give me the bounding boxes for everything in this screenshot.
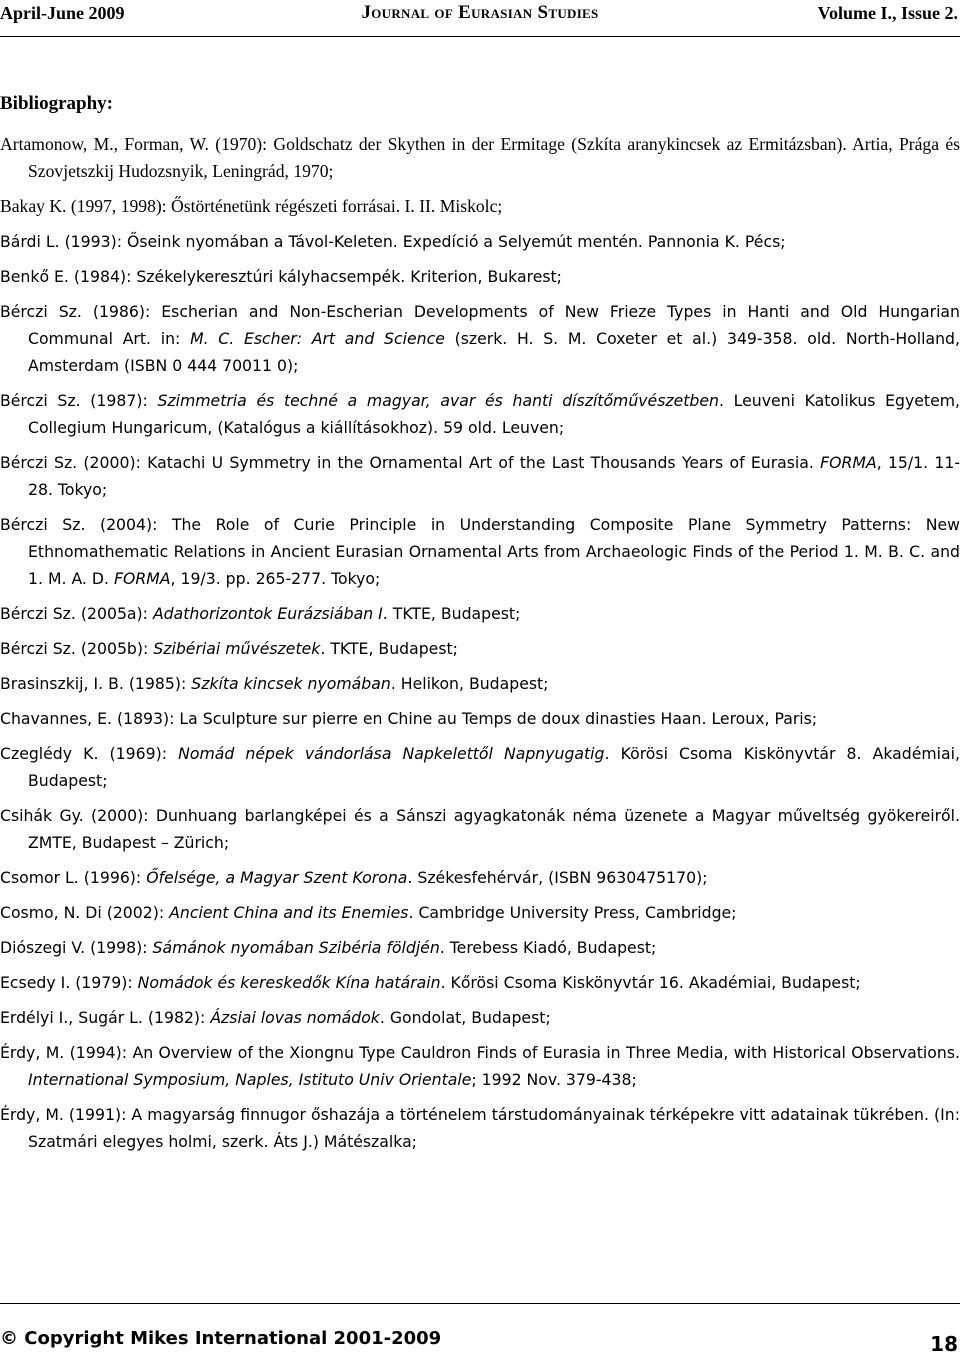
entry-text: Benkő E. (1984): Székelykeresztúri kályhacsempék. Kriterion, Bukarest;: [0, 267, 562, 286]
page-header: [0, 0, 960, 34]
bibliography-entry: [0, 802, 960, 856]
entry-title-italic: Nomádok és kereskedők Kína határain: [137, 973, 441, 992]
entry-title-italic: M. C. Escher: Art and Science: [190, 329, 445, 348]
bibliography-entry: [0, 600, 960, 627]
entry-text: . Helikon, Budapest;: [390, 674, 549, 693]
entry-title-italic: Szimmetria és techné a magyar, avar és hanti díszítőművészetben: [157, 391, 719, 410]
entry-text: Diószegi V. (1998):: [0, 938, 153, 957]
entry-text: Bérczi Sz. (2005b):: [0, 639, 154, 658]
entry-title-italic: Nomád népek vándorlása Napkelettől Napnyugatig: [178, 744, 605, 763]
bibliography-entry: [0, 263, 960, 290]
entry-text: Csihák Gy. (2000): Dunhuang barlangképei és a Sánszi agyagkatonák néma üzenete a Magyar műveltség gyökereiről. ZMTE, Budapest – Zürich;: [0, 806, 960, 852]
entry-text: Erdélyi I., Sugár L. (1982):: [0, 1008, 211, 1027]
entry-text: (szerk. H. S. M. Coxeter et al.) 349-358. old. North-Holland, Amsterdam (ISBN 0 444 70011 0);: [28, 329, 960, 375]
entry-text: , 19/3. pp. 265-277. Tokyo;: [170, 569, 381, 588]
bibliography-entry: [0, 670, 960, 697]
entry-title-italic: Sámánok nyomában Szibéria földjén: [152, 938, 440, 957]
entry-text: ; 1992 Nov. 379-438;: [471, 1070, 637, 1089]
entry-title-italic: FORMA: [113, 569, 171, 588]
entry-text: . Terebess Kiadó, Budapest;: [439, 938, 657, 957]
entry-text: Ecsedy I. (1979):: [0, 973, 138, 992]
entry-text: . Körösi Csoma Kiskönyvtár 8. Akadémiai, Budapest;: [28, 744, 960, 790]
bibliography-entry: [0, 228, 960, 255]
entry-title-italic: International Symposium, Naples, Istituto Univ Orientale: [28, 1070, 472, 1089]
bibliography-entry: [0, 899, 960, 926]
page-number: 18: [930, 1332, 958, 1356]
journal-title: Journal of Eurasian Studies: [361, 2, 599, 23]
bibliography-entry: [0, 193, 960, 220]
bibliography-entry: [0, 635, 960, 662]
bibliography-entry: [0, 131, 960, 185]
entry-text: Bérczi Sz. (1987):: [0, 391, 158, 410]
entry-text: Bakay K. (1997, 1998): Őstörténetünk régészeti forrásai. I. II. Miskolc;: [0, 196, 503, 216]
copyright-notice: © Copyright Mikes International 2001-2009: [0, 1328, 442, 1349]
footer-rule: [0, 1303, 960, 1304]
entry-text: , 15/1. 11-28. Tokyo;: [28, 453, 960, 499]
section-title: Bibliography:: [0, 93, 113, 114]
entry-title-italic: FORMA: [820, 453, 877, 472]
bibliography-entry: [0, 864, 960, 891]
bibliography-entry: [0, 1039, 960, 1093]
issue-date: April-June 2009: [0, 3, 125, 23]
bibliography-entry: [0, 298, 960, 379]
bibliography-entry: [0, 705, 960, 732]
bibliography-entry: [0, 387, 960, 441]
entry-text: Bérczi Sz. (2000): Katachi U Symmetry in the Ornamental Art of the Last Thousands Years of Eurasia.: [0, 453, 821, 472]
bibliography-entry: [0, 934, 960, 961]
entry-title-italic: Adathorizontok Eurázsiában I: [152, 604, 383, 623]
volume-issue: Volume I., Issue 2.: [817, 3, 958, 23]
entry-text: Csomor L. (1996):: [0, 868, 147, 887]
entry-text: . Cambridge University Press, Cambridge;: [408, 903, 737, 922]
bibliography-entry: [0, 449, 960, 503]
bibliography-entry: [0, 1101, 960, 1155]
entry-text: Érdy, M. (1991): A magyarság finnugor őshazája a történelem társtudományainak térképekre vitt adatainak tükrében. (In: Szatmári elegyes holmi, szerk. Áts J.) Mátészalka;: [0, 1105, 960, 1151]
entry-title-italic: Szibériai művészetek: [153, 639, 321, 658]
bibliography-entry: [0, 1004, 960, 1031]
entry-title-italic: Ázsiai lovas nomádok: [210, 1008, 380, 1027]
bibliography-entry: [0, 740, 960, 794]
header-rule: [0, 36, 960, 37]
entry-text: Czeglédy K. (1969):: [0, 744, 179, 763]
entry-text: . Leuveni Katolikus Egyetem, Collegium Hungaricum, (Katalógus a kiállításokhoz). 59 old. Leuven;: [28, 391, 960, 437]
bibliography-list: [0, 131, 960, 1163]
entry-text: Érdy, M. (1994): An Overview of the Xiongnu Type Cauldron Finds of Eurasia in Three Media, with Historical Observations.: [0, 1043, 960, 1062]
entry-text: . Kőrösi Csoma Kiskönyvtár 16. Akadémiai, Budapest;: [440, 973, 861, 992]
entry-title-italic: Szkíta kincsek nyomában: [191, 674, 391, 693]
entry-text: Bérczi Sz. (2005a):: [0, 604, 153, 623]
entry-text: . Székesfehérvár, (ISBN 9630475170);: [407, 868, 708, 887]
entry-title-italic: Ancient China and its Enemies: [169, 903, 409, 922]
entry-text: Bérczi Sz. (1986): Escherian and Non-Escherian Developments of New Frieze Types in Hanti and Old Hungarian Communal Art. in:: [0, 302, 960, 348]
entry-text: Bérczi Sz. (2004): The Role of Curie Principle in Understanding Composite Plane Symmetry Patterns: New Ethnomathematic Relations in Ancient Eurasian Ornamental Arts from Archaeologic Finds of the Period 1. M. B. C. and 1. M. A. D.: [0, 515, 960, 588]
entry-text: Artamonow, M., Forman, W. (1970): Goldschatz der Skythen in der Ermitage (Szkíta aranykincsek az Ermitázsban). Artia, Prága és Szovjetszkij Hudozsnyik, Leningrád, 1970;: [0, 134, 960, 181]
entry-title-italic: Őfelsége, a Magyar Szent Korona: [146, 868, 408, 887]
bibliography-entry: [0, 969, 960, 996]
entry-text: . Gondolat, Budapest;: [379, 1008, 551, 1027]
bibliography-entry: [0, 511, 960, 592]
entry-text: Chavannes, E. (1893): La Sculpture sur pierre en Chine au Temps de doux dinasties Haan. Leroux, Paris;: [0, 709, 818, 728]
entry-text: Brasinszkij, I. B. (1985):: [0, 674, 192, 693]
entry-text: . TKTE, Budapest;: [382, 604, 521, 623]
entry-text: Cosmo, N. Di (2002):: [0, 903, 170, 922]
entry-text: Bárdi L. (1993): Őseink nyomában a Távol-Keleten. Expedíció a Selyemút mentén. Pannonia K. Pécs;: [0, 232, 786, 251]
entry-text: . TKTE, Budapest;: [320, 639, 458, 658]
